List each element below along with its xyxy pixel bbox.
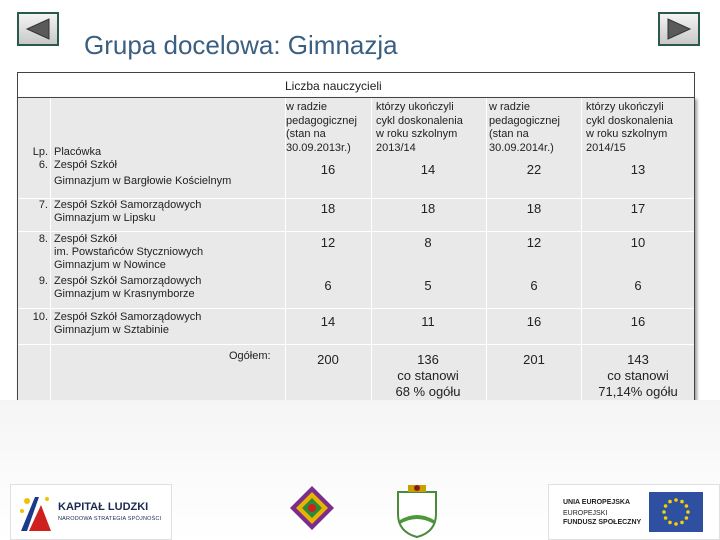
school-name: Zespół Szkół Samorządowych Gimnazjum w Lipsku <box>54 199 202 224</box>
school-name: Zespół Szkół im. Powstańców Styczniowych Gimnazjum w Nowince <box>54 233 204 271</box>
eu-flag-icon <box>649 492 703 532</box>
col-header-4: którzy ukończyli cykl doskonalenia w roku szkolnym 2014/15 <box>586 101 673 154</box>
kapital-ludzki-emblem-icon <box>17 491 55 535</box>
colorful-emblem-icon <box>288 484 336 532</box>
coat-of-arms-icon <box>394 484 440 538</box>
kapital-ludzki-logo: KAPITAŁ LUDZKI NARODOWA STRATEGIA SPÓJNOŚCI <box>10 484 172 540</box>
school-name: Zespół Szkół Samorządowych Gimnazjum w Krasnymborze <box>54 275 202 300</box>
triangle-left-icon <box>23 17 53 41</box>
col-lp-header: Lp. <box>32 146 48 158</box>
col-header-1: w radzie pedagogicznej (stan na 30.09.2013r.) <box>286 101 357 154</box>
school-name: Zespół Szkół Samorządowych Gimnazjum w Sztabinie <box>54 311 202 336</box>
col-placowka-header: Placówka <box>54 146 102 158</box>
slide-title: Grupa docelowa: Gimnazja <box>84 30 398 60</box>
total-label: Ogółem: <box>229 350 271 362</box>
col-header-3: w radzie pedagogicznej (stan na 30.09.2014r.) <box>489 101 560 154</box>
group-header-label: Liczba nauczycieli <box>285 79 382 93</box>
school-name: Zespół Szkół Gimnazjum w Bargłowie Kościelnym <box>54 159 232 187</box>
data-table: Lp. Placówka w radzie pedagogicznej (stan na 30.09.2013r.) którzy ukończyli cykl doskonalenia w roku szkolnym 2013/14 w radzie pedagogicznej (stan na 30.09.2014r.) którzy ukończyli cykl doskonalenia w roku szkolnym 2014/15 6. Zespół Szkół Gimnazjum w Bargłowie Kościelnym 16 14 22 13 7. Zespół Szkół Samorządowych Gimnazjum w Lipsku 18 18 18 17 8. Zespół Szkół im. Powstańców Styczniowych Gimnazjum w Nowince 12 8 12 10 9. Zespół Szkół Samorządowych Gimnazjum w Krasnymborze 6 5 6 6 10. Zespół Szkół Samorządowych Gimnazjum w Sztabinie 14 11 16 16 Ogółem: 200 136 co stanowi 68 % ogółu 201 143 co stanowi 71,14% ogółu <box>17 97 695 401</box>
total-cell-2: 136 co stanowi 68 % ogółu <box>395 352 461 399</box>
total-cell-4: 143 co stanowi 71,14% ogółu <box>598 352 678 399</box>
eu-social-fund-logo: UNIA EUROPEJSKA EUROPEJSKI FUNDUSZ SPOŁECZNY <box>548 484 720 540</box>
triangle-right-icon <box>664 17 694 41</box>
next-slide-button[interactable] <box>658 12 700 46</box>
previous-slide-button[interactable] <box>17 12 59 46</box>
col-header-2: którzy ukończyli cykl doskonalenia w roku szkolnym 2013/14 <box>376 101 463 154</box>
table-group-header <box>17 72 695 98</box>
